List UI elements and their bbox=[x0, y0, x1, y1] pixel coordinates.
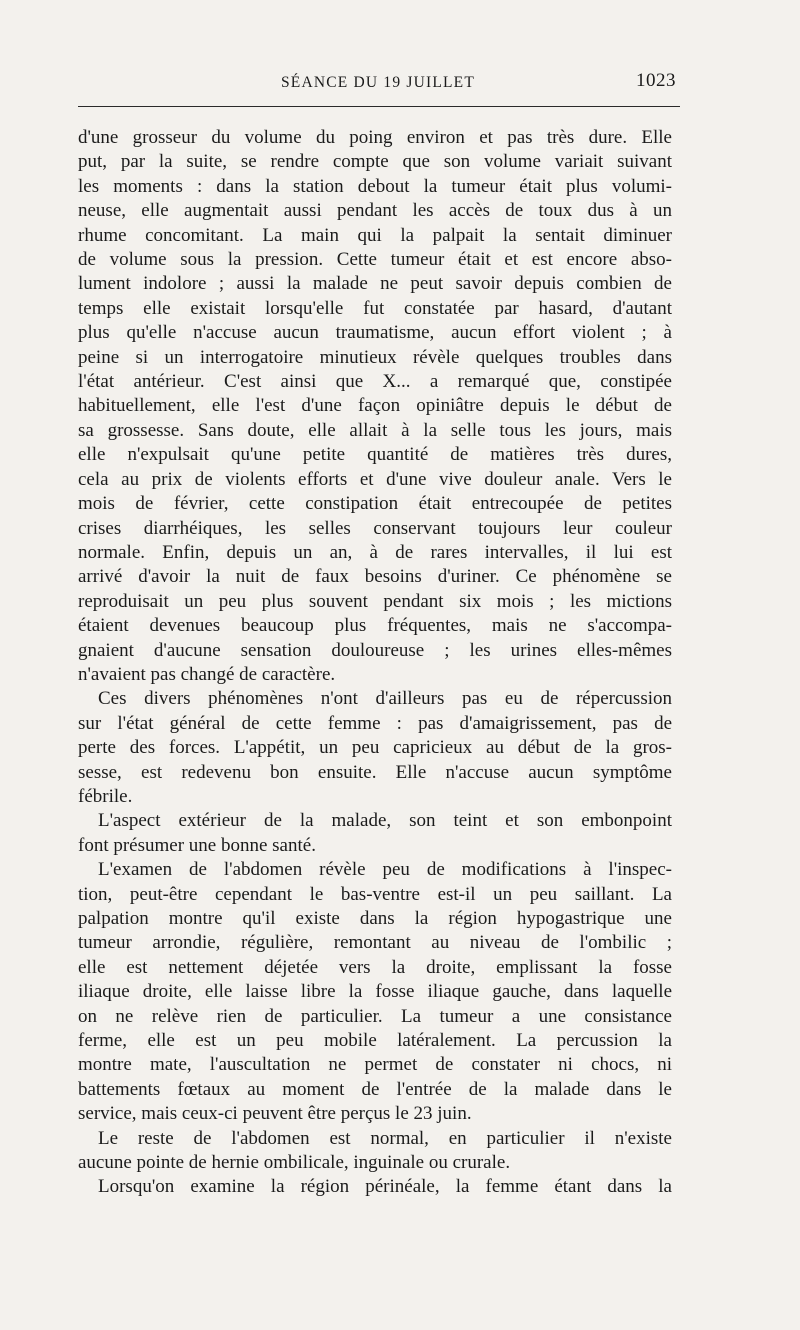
text-line: arrivé d'avoir la nuit de faux besoins d'uriner. Ce phénomène se bbox=[78, 566, 672, 588]
text-line: plus qu'elle n'accuse aucun traumatisme, aucun effort violent ; à bbox=[78, 322, 672, 344]
text-line: lument indolore ; aussi la malade ne peut savoir depuis combien de bbox=[78, 273, 672, 295]
text-line: reproduisait un peu plus souvent pendant six mois ; les mictions bbox=[78, 590, 672, 612]
text-line: palpation montre qu'il existe dans la région hypogastrique une bbox=[78, 908, 672, 929]
text-line: mois de février, cette constipation était entrecoupée de petites bbox=[78, 493, 672, 515]
text-line: rhume concomitant. La main qui la palpait la sentait diminuer bbox=[78, 224, 672, 246]
paragraph-end-line: n'avaient pas changé de caractère. bbox=[78, 663, 336, 685]
text-line: sesse, est redevenu bon ensuite. Elle n'accuse aucun symptôme bbox=[78, 761, 672, 783]
text-line: put, par la suite, se rendre compte que son volume variait suivant bbox=[78, 151, 672, 173]
text-line: neuse, elle augmentait aussi pendant les accès de toux dus à un bbox=[78, 200, 672, 222]
paragraph-end-line: font présumer une bonne santé. bbox=[78, 834, 316, 856]
text-line: Ces divers phénomènes n'ont d'ailleurs pas eu de répercussion bbox=[98, 688, 672, 710]
text-line: normale. Enfin, depuis un an, à de rares intervalles, il lui est bbox=[78, 541, 672, 563]
text-line: de volume sous la pression. Cette tumeur était et est encore abso- bbox=[78, 249, 672, 271]
text-line: habituellement, elle l'est d'une façon opiniâtre depuis le début de bbox=[78, 395, 672, 417]
paragraph-end-line: fébrile. bbox=[78, 785, 133, 807]
text-line: sa grossesse. Sans doute, elle allait à la selle tous les jours, mais bbox=[78, 419, 672, 441]
text-line: l'état antérieur. C'est ainsi que X... a remarqué que, constipée bbox=[78, 371, 672, 393]
text-line: Le reste de l'abdomen est normal, en particulier il n'existe bbox=[98, 1127, 672, 1149]
paragraph-end-line: service, mais ceux-ci peuvent être perçus le 23 juin. bbox=[78, 1103, 472, 1125]
text-line: perte des forces. L'appétit, un peu capricieux au début de la gros- bbox=[78, 737, 672, 759]
text-line: tumeur arrondie, régulière, remontant au niveau de l'ombilic ; bbox=[78, 932, 672, 954]
text-line: les moments : dans la station debout la tumeur était plus volumi- bbox=[78, 175, 672, 197]
text-line: cela au prix de violents efforts et d'une vive douleur anale. Vers le bbox=[78, 468, 672, 490]
text-line: temps elle existait lorsqu'elle fut constatée par hasard, d'autant bbox=[78, 297, 672, 319]
text-line: d'une grosseur du volume du poing environ et pas très dure. Elle bbox=[78, 127, 672, 148]
text-line: tion, peut-être cependant le bas-ventre est-il un peu saillant. La bbox=[78, 883, 672, 905]
text-line: étaient devenues beaucoup plus fréquentes, mais ne s'accompa- bbox=[78, 615, 672, 637]
text-line: L'examen de l'abdomen révèle peu de modifications à l'inspec- bbox=[98, 859, 672, 881]
text-line: L'aspect extérieur de la malade, son teint et son embonpoint bbox=[98, 810, 672, 832]
text-line: crises diarrhéiques, les selles conservant toujours leur couleur bbox=[78, 517, 672, 539]
text-line: sur l'état général de cette femme : pas d'amaigrissement, pas de bbox=[78, 712, 672, 734]
text-line: iliaque droite, elle laisse libre la fosse iliaque gauche, dans laquelle bbox=[78, 981, 672, 1003]
text-line: peine si un interrogatoire minutieux révèle quelques troubles dans bbox=[78, 346, 672, 368]
page-number: 1023 bbox=[636, 70, 676, 91]
text-line: elle est nettement déjetée vers la droite, emplissant la fosse bbox=[78, 956, 672, 978]
body-text bbox=[78, 126, 672, 1200]
page-header bbox=[78, 68, 678, 102]
running-header-title: SÉANCE DU 19 JUILLET bbox=[280, 74, 476, 91]
header-rule bbox=[78, 106, 680, 107]
text-line: battements fœtaux au moment de l'entrée de la malade dans le bbox=[78, 1078, 672, 1100]
text-line: Lorsqu'on examine la région périnéale, la femme étant dans la bbox=[98, 1176, 672, 1198]
text-line: montre mate, l'auscultation ne permet de constater ni chocs, ni bbox=[78, 1054, 672, 1076]
text-line: on ne relève rien de particulier. La tumeur a une consistance bbox=[78, 1005, 672, 1027]
paragraph-end-line: aucune pointe de hernie ombilicale, inguinale ou crurale. bbox=[78, 1152, 511, 1174]
text-line: gnaient d'aucune sensation douloureuse ; les urines elles-mêmes bbox=[78, 639, 672, 661]
text-line: ferme, elle est un peu mobile latéralement. La percussion la bbox=[78, 1030, 672, 1052]
text-line: elle n'expulsait qu'une petite quantité de matières très dures, bbox=[78, 444, 672, 466]
